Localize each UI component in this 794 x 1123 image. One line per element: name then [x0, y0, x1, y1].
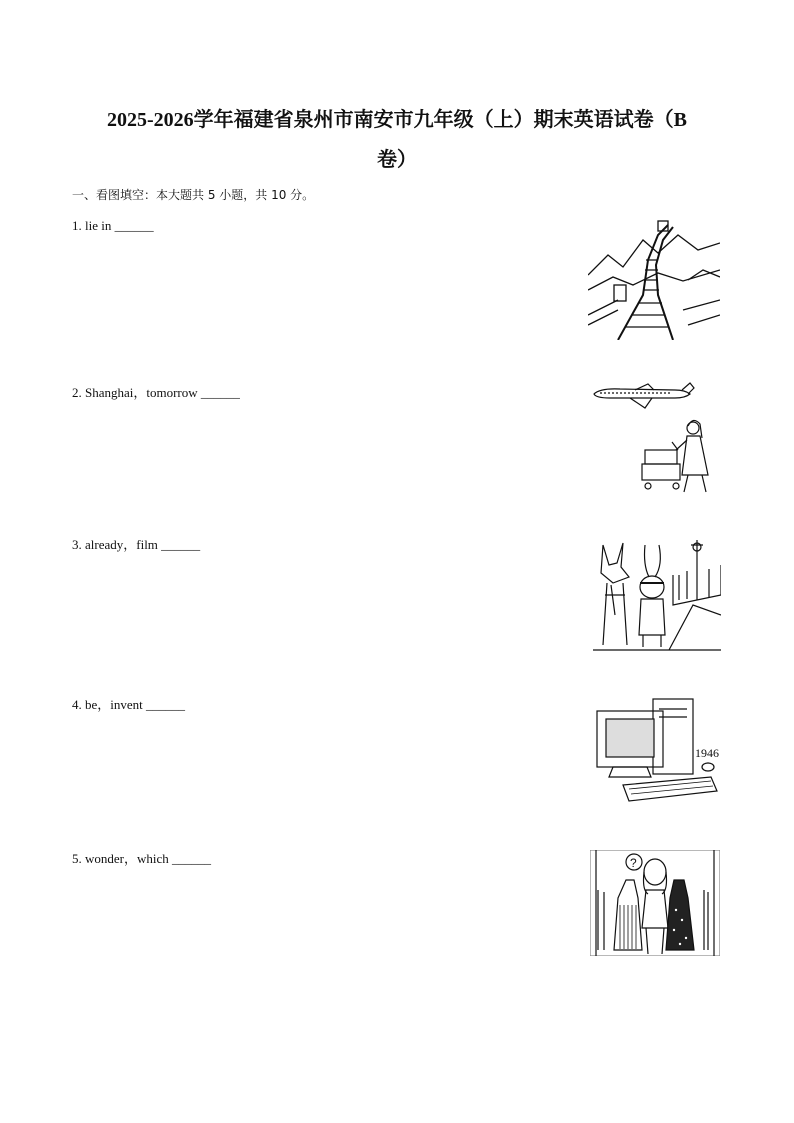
choosing-dress-illustration [590, 850, 720, 956]
question-3: 3. already，film ______ [72, 537, 201, 552]
question-2: 2. Shanghai，tomorrow ______ [72, 385, 240, 400]
zootopia-characters-illustration [593, 535, 721, 653]
question-1: 1. lie in ______ [72, 218, 154, 233]
question-mark: ? [630, 856, 637, 870]
title-line-1: 2025-2026学年福建省泉州市南安市九年级（上）期末英语试卷（B [107, 109, 687, 131]
page-title [60, 100, 734, 180]
airplane-traveler-illustration [590, 380, 722, 498]
year-label: 1946 [695, 746, 719, 760]
question-4: 4. be，invent ______ [72, 697, 186, 712]
title-line-2: 卷） [377, 149, 417, 171]
question-5: 5. wonder，which ______ [72, 851, 212, 866]
computer-illustration [593, 695, 723, 807]
great-wall-illustration [588, 215, 720, 340]
section-heading: 一、看图填空：本大题共 5 小题，共 10 分。 [72, 188, 315, 202]
